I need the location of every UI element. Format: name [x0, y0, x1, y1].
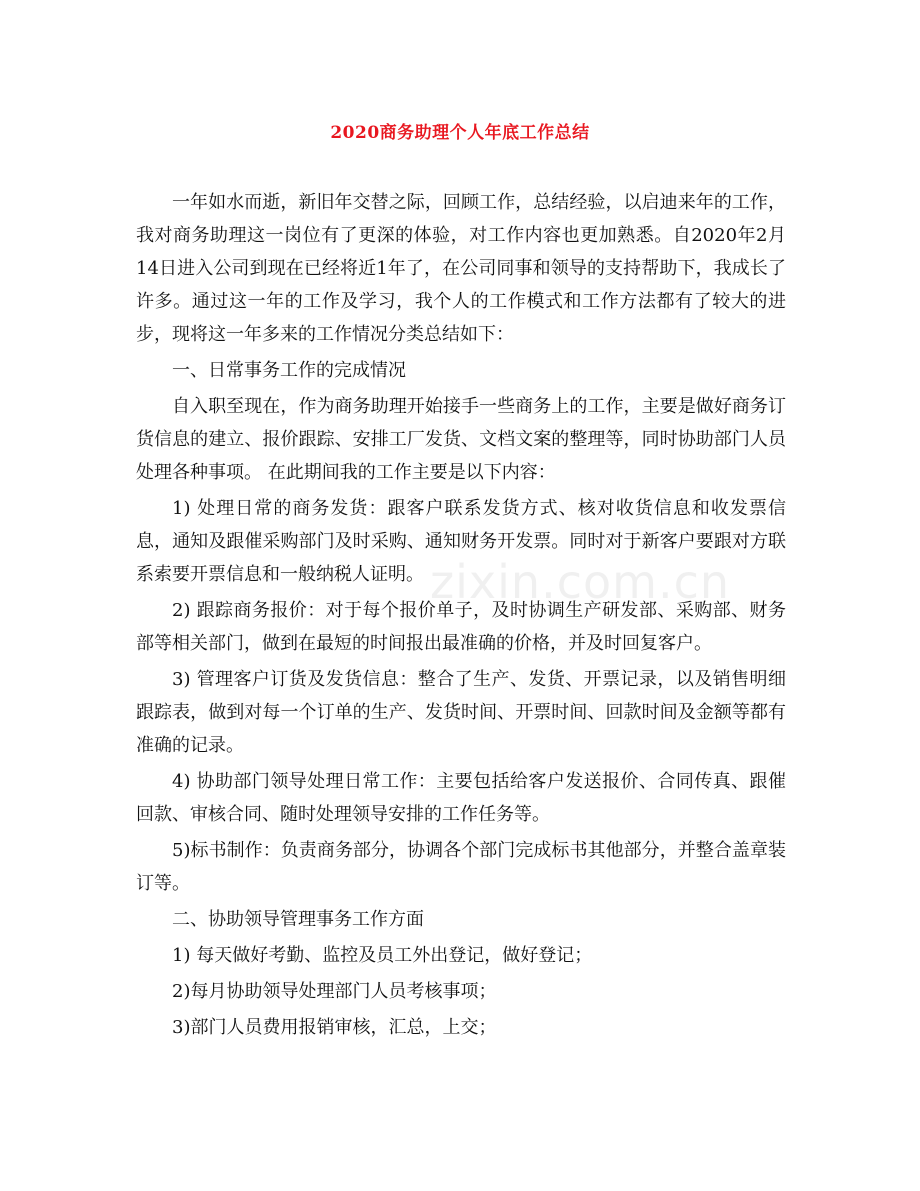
section-heading-1: 一、日常事务工作的完成情况 [172, 360, 406, 381]
list-item: 3) 管理客户订货及发货信息：整合了生产、发货、开票记录，以及销售明细跟踪表，做到对每一个订单的生产、发货时间、开票时间、回款时间及金额等都有准确的记录。 [136, 669, 786, 756]
list-item: 1) 处理日常的商务发货：跟客户联系发货方式、核对收货信息和收发票信息，通知及跟催采购部门及时采购、通知财务开发票。同时对于新客户要跟对方联系索要开票信息和一般纳税人证明。 [136, 498, 786, 585]
list-item: 4) 协助部门领导处理日常工作：主要包括给客户发送报价、合同传真、跟催回款、审核合同、随时处理领导安排的工作任务等。 [136, 771, 786, 825]
paragraph: 自入职至现在，作为商务助理开始接手一些商务上的工作，主要是做好商务订货信息的建立、报价跟踪、安排工厂发货、文档文案的整理等，同时协助部门人员处理各种事项。 在此期间我的工作主要是以下内容： [136, 396, 786, 483]
document-title: 2020商务助理个人年底工作总结 [330, 123, 590, 143]
list-item: 5)标书制作：负责商务部分，协调各个部门完成标书其他部分，并整合盖章装订等。 [136, 840, 786, 894]
list-item: 2) 跟踪商务报价：对于每个报价单子，及时协调生产研发部、采购部、财务部等相关部门，做到在最短的时间报出最准确的价格，并及时回复客户。 [136, 600, 786, 654]
list-item: 3)部门人员费用报销审核，汇总，上交； [172, 1017, 497, 1038]
section-heading-2: 二、协助领导管理事务工作方面 [172, 909, 424, 930]
list-item: 2)每月协助领导处理部门人员考核事项； [172, 981, 497, 1002]
list-item: 1) 每天做好考勤、监控及员工外出登记，做好登记； [172, 945, 593, 966]
watermark: zixin.com.cn [430, 555, 731, 609]
paragraph-intro: 一年如水而逝，新旧年交替之际，回顾工作，总结经验，以启迪来年的工作，我对商务助理这一岗位有了更深的体验，对工作内容也更加熟悉。自2020年2月14日进入公司到现在已经将近1年了，在公司同事和领导的支持帮助下，我成长了许多。通过这一年的工作及学习，我个人的工作模式和工作方法都有了较大的进步，现将这一年多来的工作情况分类总结如下： [136, 192, 786, 345]
document-body [136, 186, 786, 1047]
